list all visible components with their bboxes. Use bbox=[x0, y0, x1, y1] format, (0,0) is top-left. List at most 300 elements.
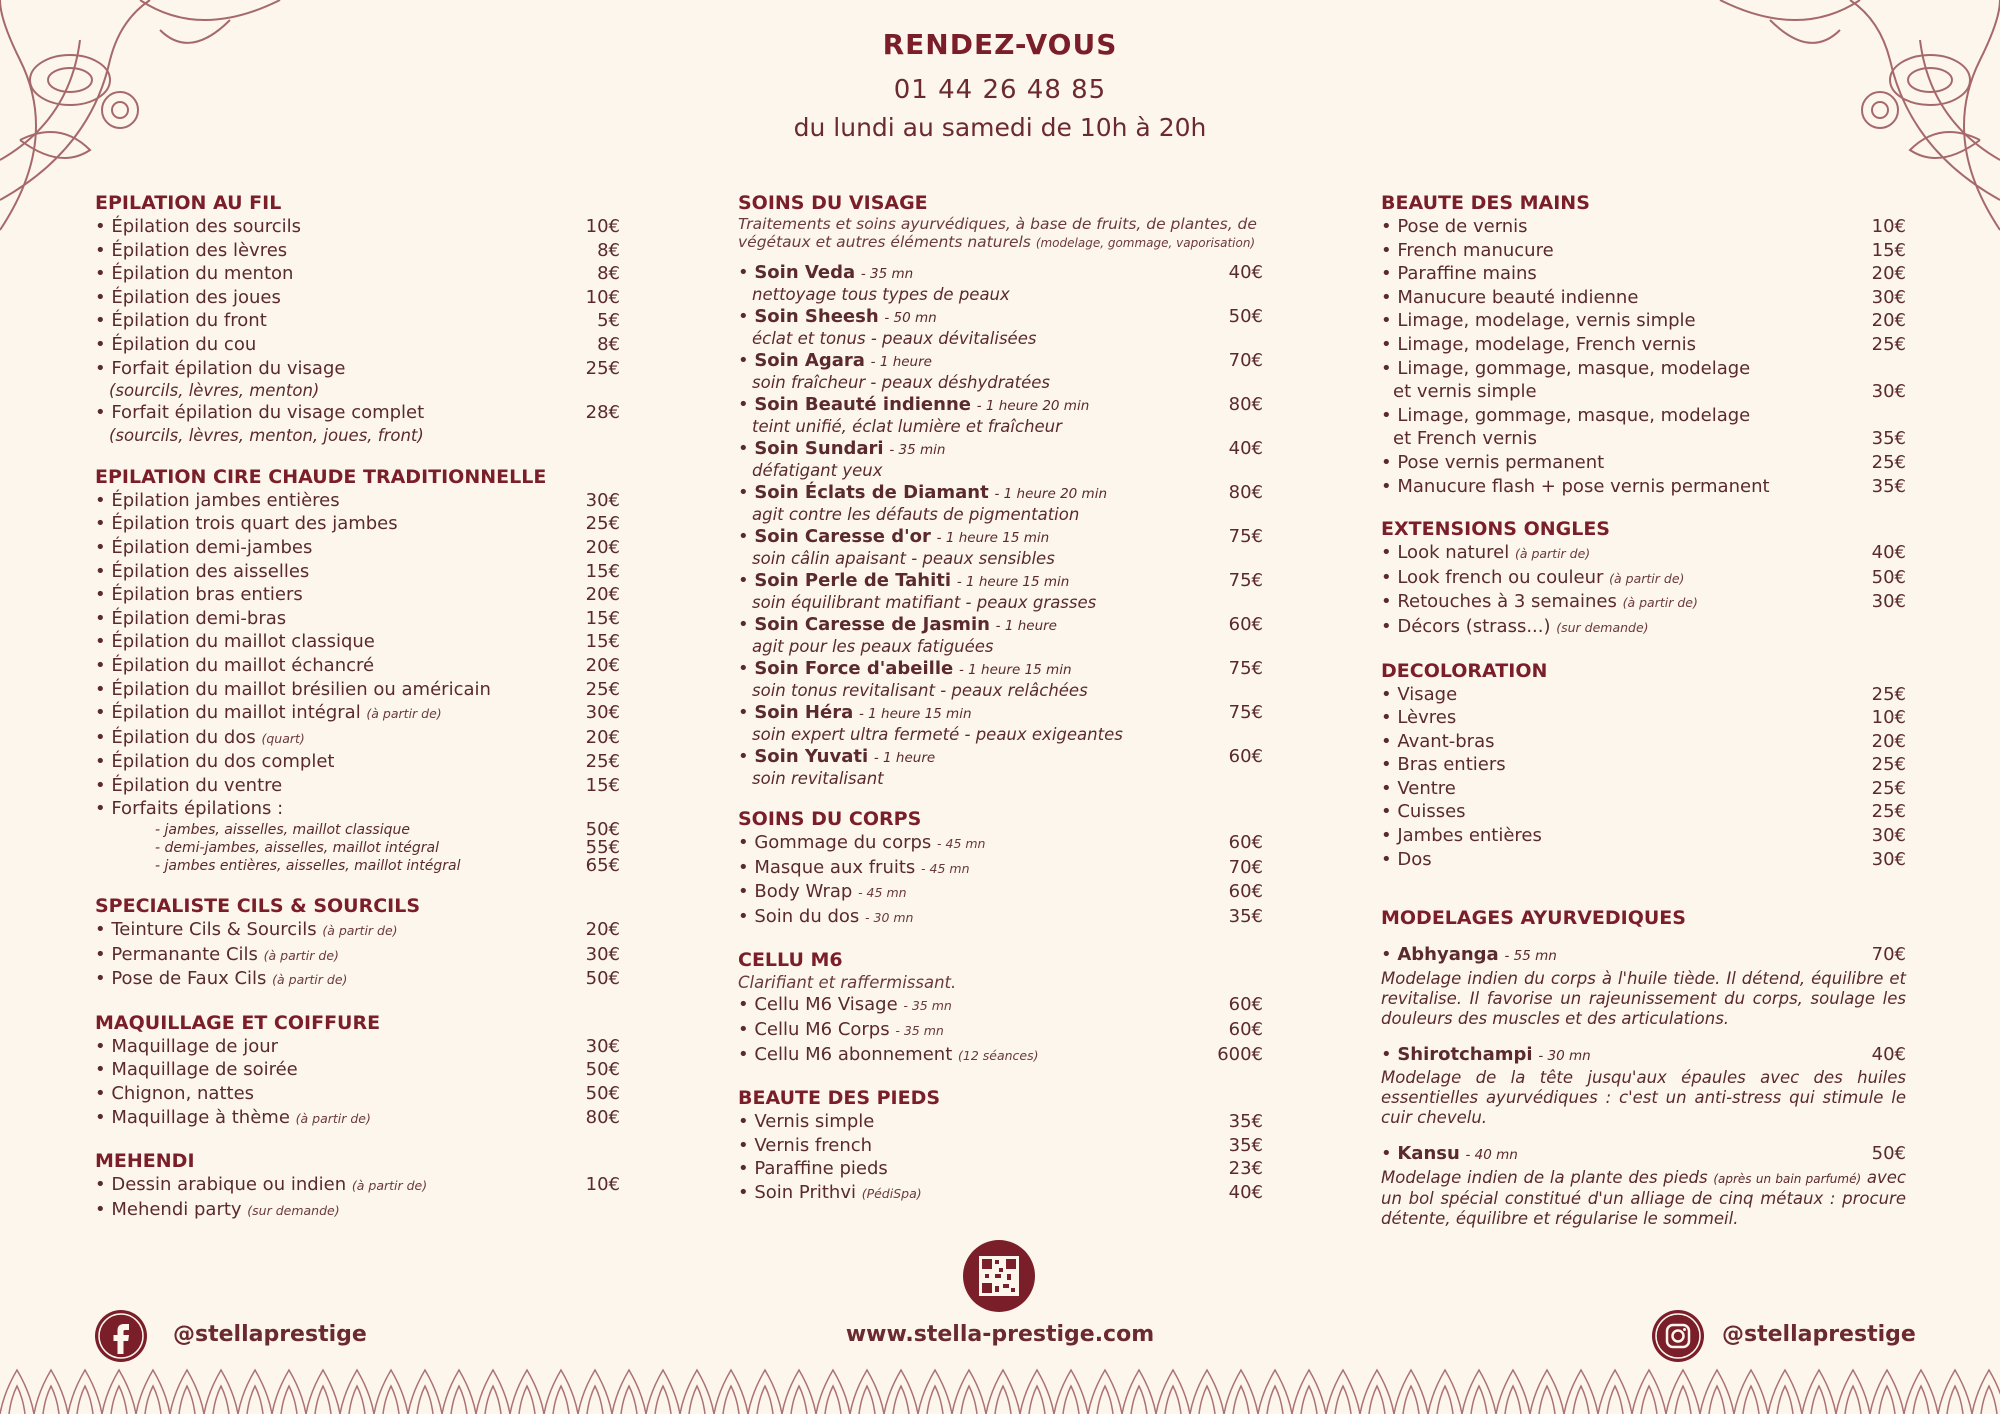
item-label: • Épilation du maillot brésilien ou américain bbox=[95, 678, 491, 702]
border-motif-inner bbox=[1233, 1386, 1249, 1414]
care-label bbox=[738, 526, 1049, 549]
care-name: Soin Éclats de Diamant bbox=[754, 482, 989, 503]
item-price: 10€ bbox=[1871, 216, 1906, 237]
item-label: • Teinture Cils & Sourcils (à partir de) bbox=[95, 918, 398, 943]
border-motif bbox=[306, 1370, 340, 1414]
care-label bbox=[738, 482, 1107, 505]
border-motif bbox=[442, 1370, 476, 1414]
border-motif bbox=[748, 1370, 782, 1414]
price-row bbox=[95, 918, 620, 943]
item-label: • Épilation demi-bras bbox=[95, 607, 286, 631]
border-motif-inner bbox=[43, 1386, 59, 1414]
care-row bbox=[738, 614, 1263, 637]
border-motif-inner bbox=[1641, 1386, 1657, 1414]
border-motif bbox=[1632, 1370, 1666, 1414]
price-row bbox=[95, 750, 620, 774]
care-price: 80€ bbox=[1228, 482, 1263, 503]
border-motif-inner bbox=[1675, 1386, 1691, 1414]
item-label: • Maquillage à thème (à partir de) bbox=[95, 1106, 371, 1131]
border-motif-inner bbox=[1743, 1386, 1759, 1414]
border-motif-inner bbox=[927, 1386, 943, 1414]
item-label: • Cellu M6 Corps - 35 mn bbox=[738, 1018, 944, 1043]
care-label bbox=[738, 746, 935, 769]
care-description: soin équilibrant matifiant - peaux grasses bbox=[752, 593, 1097, 612]
massage-description: Modelage indien de la plante des pieds (après un bain parfumé) avec un bol spécial constitué d'un alliage de cinq métaux : procure détente, équilibre et régularise le sommeil. bbox=[1381, 1168, 1906, 1229]
border-motif bbox=[374, 1370, 408, 1414]
section-epilation-fil bbox=[95, 192, 620, 446]
item-label: • Body Wrap - 45 mn bbox=[738, 880, 907, 905]
section-title: CELLU M6 bbox=[738, 949, 843, 972]
price-row bbox=[95, 967, 620, 992]
price-row bbox=[95, 797, 620, 821]
price-row bbox=[1381, 541, 1906, 566]
item-note: (quart) bbox=[261, 730, 305, 746]
section-cils bbox=[95, 895, 620, 992]
item-price: 15€ bbox=[1871, 239, 1906, 261]
border-motif bbox=[1870, 1370, 1904, 1414]
price-row bbox=[1381, 262, 1906, 286]
item-label: • Jambes entières bbox=[1381, 824, 1542, 848]
item-label: • Limage, modelage, vernis simple bbox=[1381, 309, 1696, 333]
care-price: 40€ bbox=[1228, 262, 1263, 283]
border-motif bbox=[1088, 1370, 1122, 1414]
border-motif-inner bbox=[1403, 1386, 1419, 1414]
item-label-continuation: et French vernis bbox=[1393, 428, 1538, 450]
border-motif-inner bbox=[1879, 1386, 1895, 1414]
item-label: • Épilation du maillot intégral (à partir de) bbox=[95, 701, 442, 726]
item-note: (à partir de) bbox=[351, 1178, 428, 1194]
border-motif-inner bbox=[1029, 1386, 1045, 1414]
item-label: • Limage, modelage, French vernis bbox=[1381, 333, 1696, 357]
price-row bbox=[95, 1198, 620, 1223]
care-description: soin câlin apaisant - peaux sensibles bbox=[752, 549, 1055, 568]
item-label: • Épilation des joues bbox=[95, 286, 281, 310]
item-note: (12 séances) bbox=[957, 1047, 1039, 1063]
price-row bbox=[1381, 404, 1906, 428]
item-label: • Chignon, nattes bbox=[95, 1082, 254, 1106]
price-row bbox=[95, 215, 620, 239]
item-detail: (sourcils, lèvres, menton) bbox=[109, 381, 320, 401]
border-motif-inner bbox=[1539, 1386, 1555, 1414]
border-motif-inner bbox=[723, 1386, 739, 1414]
section-soins-corps bbox=[738, 808, 1263, 929]
section-soins-visage bbox=[738, 192, 1263, 788]
massage-label bbox=[1381, 1142, 1518, 1168]
massage-duration: - 30 mn bbox=[1538, 1047, 1591, 1064]
border-motif-inner bbox=[1335, 1386, 1351, 1414]
item-label: • Mehendi party (sur demande) bbox=[95, 1198, 340, 1223]
border-motif bbox=[612, 1370, 646, 1414]
section-title: EPILATION AU FIL bbox=[95, 192, 282, 214]
border-motif bbox=[884, 1370, 918, 1414]
item-label: • Maquillage de jour bbox=[95, 1035, 278, 1059]
border-motif bbox=[1564, 1370, 1598, 1414]
care-name: Soin Beauté indienne bbox=[754, 394, 971, 415]
price-row bbox=[95, 654, 620, 678]
item-price: 10€ bbox=[585, 216, 620, 237]
massage-row bbox=[1381, 943, 1906, 969]
column-center bbox=[738, 192, 1263, 1226]
border-motif-inner bbox=[519, 1386, 535, 1414]
border-motif bbox=[1836, 1370, 1870, 1414]
border-motif-inner bbox=[1573, 1386, 1589, 1414]
item-price: 50€ bbox=[1871, 566, 1906, 588]
border-motif bbox=[1054, 1370, 1088, 1414]
item-price: 25€ bbox=[1871, 333, 1906, 355]
border-motif-inner bbox=[689, 1386, 705, 1414]
border-motif-inner bbox=[1437, 1386, 1453, 1414]
massage-name: Abhyanga bbox=[1397, 944, 1499, 966]
care-duration: - 35 mn bbox=[860, 266, 914, 282]
price-row bbox=[95, 262, 620, 286]
care-price: 40€ bbox=[1228, 438, 1263, 459]
item-label: • Épilation du ventre bbox=[95, 774, 282, 798]
care-name: Soin Sundari bbox=[754, 438, 884, 459]
item-price: 25€ bbox=[1871, 451, 1906, 473]
border-motif-inner bbox=[1811, 1386, 1827, 1414]
border-motif-inner bbox=[859, 1386, 875, 1414]
section-modelages bbox=[1381, 907, 1906, 1229]
care-description: teint unifié, éclat lumière et fraîcheur bbox=[752, 417, 1062, 436]
massage-list bbox=[1381, 943, 1906, 1229]
price-list bbox=[738, 993, 1263, 1067]
item-price: 600€ bbox=[1217, 1043, 1263, 1065]
section-title: MODELAGES AYURVEDIQUES bbox=[1381, 907, 1686, 930]
item-note: - 35 mn bbox=[895, 1022, 944, 1038]
appointment-title: RENDEZ-VOUS bbox=[882, 28, 1118, 61]
massage-row bbox=[1381, 1142, 1906, 1168]
item-note: (sur demande) bbox=[1556, 619, 1649, 635]
care-row bbox=[738, 438, 1263, 461]
border-motif-inner bbox=[1199, 1386, 1215, 1414]
price-row bbox=[1381, 215, 1906, 239]
price-row bbox=[738, 1157, 1263, 1181]
price-row bbox=[1381, 475, 1906, 499]
border-motif-inner bbox=[213, 1386, 229, 1414]
item-price: 60€ bbox=[1228, 832, 1263, 853]
item-note: (à partir de) bbox=[1609, 570, 1685, 586]
border-motif-inner bbox=[1267, 1386, 1283, 1414]
price-row bbox=[738, 831, 1263, 856]
price-row bbox=[1381, 286, 1906, 310]
care-label bbox=[738, 438, 945, 461]
price-row bbox=[95, 726, 620, 751]
border-motif bbox=[1462, 1370, 1496, 1414]
item-price: 35€ bbox=[1228, 1111, 1263, 1133]
price-row bbox=[95, 309, 620, 333]
item-price: 10€ bbox=[585, 1174, 620, 1196]
massage-note: (après un bain parfumé) bbox=[1713, 1172, 1862, 1187]
border-motif-inner bbox=[383, 1386, 399, 1414]
price-row bbox=[738, 1110, 1263, 1134]
section-title: SPECIALISTE CILS & SOURCILS bbox=[95, 895, 421, 918]
item-label: • Soin du dos - 30 mn bbox=[738, 905, 913, 930]
item-note: (à partir de) bbox=[295, 1110, 371, 1126]
item-label: • Épilation demi-jambes bbox=[95, 536, 312, 560]
price-row bbox=[738, 880, 1263, 905]
price-row bbox=[95, 943, 620, 968]
item-label: • Look french ou couleur (à partir de) bbox=[1381, 566, 1684, 591]
package-list bbox=[95, 821, 620, 875]
section-title: MEHENDI bbox=[95, 1150, 195, 1173]
price-row bbox=[1381, 683, 1906, 707]
item-price: 25€ bbox=[1871, 801, 1906, 823]
item-label: • Épilation des aisselles bbox=[95, 560, 309, 584]
price-list bbox=[95, 918, 620, 992]
massage-description: Modelage de la tête jusqu'aux épaules avec des huiles essentielles ayurvédiques : c'est un anti-stress qui stimule le cuir chevelu. bbox=[1381, 1068, 1906, 1128]
price-row bbox=[95, 1173, 620, 1198]
item-price: 35€ bbox=[1871, 475, 1906, 497]
item-label: • Manucure beauté indienne bbox=[1381, 286, 1638, 310]
package-price: 55€ bbox=[585, 837, 620, 859]
item-label: • Dos bbox=[1381, 848, 1432, 872]
item-price: 30€ bbox=[1871, 381, 1906, 403]
item-price: 20€ bbox=[585, 919, 620, 941]
facebook-handle[interactable]: @stellaprestige bbox=[173, 1322, 367, 1347]
price-row bbox=[1381, 848, 1906, 872]
price-row bbox=[95, 401, 620, 425]
border-motif bbox=[1768, 1370, 1802, 1414]
item-price: 20€ bbox=[1871, 263, 1906, 285]
care-name: Soin Yuvati bbox=[754, 746, 869, 767]
border-motif bbox=[408, 1370, 442, 1414]
package-label: - jambes entières, aisselles, maillot intégral bbox=[155, 858, 461, 875]
care-label bbox=[738, 614, 1057, 637]
care-description: nettoyage tous types de peaux bbox=[752, 285, 1010, 304]
border-motif-inner bbox=[485, 1386, 501, 1414]
item-label: • Pose de Faux Cils (à partir de) bbox=[95, 967, 347, 992]
section-title: SOINS DU VISAGE bbox=[738, 192, 928, 214]
price-row bbox=[1381, 615, 1906, 640]
care-price: 75€ bbox=[1228, 702, 1263, 723]
item-price: 5€ bbox=[597, 310, 620, 332]
item-label: • Cellu M6 Visage - 35 mn bbox=[738, 993, 952, 1018]
border-motif bbox=[578, 1370, 612, 1414]
phone-number[interactable]: 01 44 26 48 85 bbox=[893, 75, 1107, 105]
border-motif bbox=[1394, 1370, 1428, 1414]
care-row bbox=[738, 746, 1263, 769]
care-list bbox=[738, 262, 1263, 788]
section-beaute-pieds bbox=[738, 1087, 1263, 1205]
item-price: 25€ bbox=[585, 357, 620, 379]
care-price: 75€ bbox=[1228, 658, 1263, 679]
care-description: soin revitalisant bbox=[752, 769, 884, 788]
item-price: 35€ bbox=[1228, 1134, 1263, 1156]
item-label: • Épilation des lèvres bbox=[95, 239, 287, 263]
item-label: • Cuisses bbox=[1381, 800, 1466, 824]
care-row bbox=[738, 526, 1263, 549]
item-price: 20€ bbox=[585, 726, 620, 748]
price-row bbox=[1381, 800, 1906, 824]
border-motif bbox=[1734, 1370, 1768, 1414]
item-price: 10€ bbox=[585, 286, 620, 308]
item-note: (à partir de) bbox=[366, 706, 442, 722]
item-price: 80€ bbox=[585, 1106, 620, 1128]
item-label: • Décors (strass...) (sur demande) bbox=[1381, 615, 1649, 640]
item-label: • Dessin arabique ou indien (à partir de) bbox=[95, 1173, 427, 1198]
border-motif bbox=[238, 1370, 272, 1414]
item-note: - 45 mn bbox=[937, 836, 986, 851]
price-list bbox=[1381, 541, 1906, 639]
package-price: 65€ bbox=[585, 855, 620, 877]
border-motif-inner bbox=[1369, 1386, 1385, 1414]
care-row bbox=[738, 702, 1263, 725]
massage-label bbox=[1381, 943, 1557, 969]
massage-duration: - 55 mn bbox=[1504, 948, 1557, 965]
care-name: Soin Veda bbox=[754, 262, 856, 283]
care-duration: - 35 min bbox=[889, 442, 946, 458]
column-left bbox=[95, 192, 620, 1242]
instagram-icon[interactable] bbox=[1652, 1310, 1704, 1362]
care-row bbox=[738, 658, 1263, 681]
border-motif bbox=[1666, 1370, 1700, 1414]
item-label: • Visage bbox=[1381, 683, 1457, 707]
care-label bbox=[738, 702, 972, 725]
price-row bbox=[95, 701, 620, 726]
care-row bbox=[738, 482, 1263, 505]
item-price: 25€ bbox=[585, 678, 620, 700]
border-motif bbox=[680, 1370, 714, 1414]
massage-duration: - 40 mn bbox=[1465, 1147, 1518, 1164]
border-motif-inner bbox=[1981, 1386, 1997, 1414]
border-motif-inner bbox=[655, 1386, 671, 1414]
border-motif-inner bbox=[1505, 1386, 1521, 1414]
website-link[interactable]: www.stella-prestige.com bbox=[845, 1322, 1155, 1347]
border-motif bbox=[476, 1370, 510, 1414]
care-description: éclat et tonus - peaux dévitalisées bbox=[752, 329, 1037, 348]
item-label: • Paraffine pieds bbox=[738, 1157, 888, 1181]
care-duration: - 1 heure bbox=[870, 354, 932, 370]
price-row bbox=[95, 489, 620, 513]
item-label: • Cellu M6 abonnement (12 séances) bbox=[738, 1043, 1038, 1068]
price-row bbox=[1381, 730, 1906, 754]
care-price: 60€ bbox=[1228, 746, 1263, 767]
item-note: (à partir de) bbox=[1514, 546, 1591, 562]
border-motif-inner bbox=[417, 1386, 433, 1414]
care-name: Soin Sheesh bbox=[754, 306, 879, 327]
price-row bbox=[95, 1035, 620, 1059]
item-price: 60€ bbox=[1228, 1018, 1263, 1040]
item-price: 25€ bbox=[1871, 683, 1906, 705]
border-motif-inner bbox=[1131, 1386, 1147, 1414]
border-motif bbox=[272, 1370, 306, 1414]
item-price: 60€ bbox=[1228, 881, 1263, 903]
section-title: SOINS DU CORPS bbox=[738, 808, 922, 830]
border-motif-inner bbox=[247, 1386, 263, 1414]
border-motif bbox=[544, 1370, 578, 1414]
package-label: - demi-jambes, aisselles, maillot intégral bbox=[155, 840, 440, 857]
border-motif bbox=[1156, 1370, 1190, 1414]
section-maquillage bbox=[95, 1012, 620, 1130]
qr-code-icon[interactable] bbox=[963, 1240, 1035, 1312]
border-motif-inner bbox=[553, 1386, 569, 1414]
border-motif bbox=[714, 1370, 748, 1414]
price-row bbox=[1381, 706, 1906, 730]
instagram-handle[interactable]: @stellaprestige bbox=[1722, 1322, 1916, 1347]
care-description: soin tonus revitalisant - peaux relâchées bbox=[752, 681, 1088, 700]
care-row bbox=[738, 262, 1263, 285]
item-price: 20€ bbox=[1871, 310, 1906, 332]
border-motif bbox=[1904, 1370, 1938, 1414]
price-row bbox=[95, 1082, 620, 1106]
item-price: 40€ bbox=[1228, 1181, 1263, 1203]
item-label: • Épilation du dos complet bbox=[95, 750, 334, 774]
price-row bbox=[95, 583, 620, 607]
decorative-border bbox=[0, 1362, 2000, 1414]
price-row bbox=[738, 905, 1263, 930]
section-intro: Clarifiant et raffermissant. bbox=[738, 973, 957, 993]
care-row bbox=[738, 350, 1263, 373]
border-motif-inner bbox=[1947, 1386, 1963, 1414]
price-row bbox=[1381, 333, 1906, 357]
border-motif bbox=[816, 1370, 850, 1414]
price-row bbox=[95, 1058, 620, 1082]
item-label: • Épilation trois quart des jambes bbox=[95, 512, 398, 536]
item-price: 15€ bbox=[585, 560, 620, 582]
item-price: 20€ bbox=[585, 654, 620, 676]
care-description: soin fraîcheur - peaux déshydratées bbox=[752, 373, 1051, 392]
section-mehendi bbox=[95, 1150, 620, 1222]
price-row bbox=[1381, 777, 1906, 801]
item-label: • Épilation du maillot classique bbox=[95, 630, 375, 654]
border-motif bbox=[340, 1370, 374, 1414]
item-price: 15€ bbox=[585, 607, 620, 629]
price-row bbox=[738, 1043, 1263, 1068]
price-row bbox=[1381, 590, 1906, 615]
border-motif bbox=[1700, 1370, 1734, 1414]
item-price: 28€ bbox=[585, 402, 620, 424]
section-beaute-mains bbox=[1381, 192, 1906, 498]
border-motif bbox=[918, 1370, 952, 1414]
price-list bbox=[1381, 215, 1906, 498]
massage-price: 70€ bbox=[1871, 944, 1906, 966]
care-price: 70€ bbox=[1228, 350, 1263, 371]
item-price: 60€ bbox=[1228, 994, 1263, 1016]
border-motif-inner bbox=[179, 1386, 195, 1414]
item-label: • Avant-bras bbox=[1381, 730, 1494, 754]
item-price: 30€ bbox=[585, 1035, 620, 1057]
item-label: • Épilation du menton bbox=[95, 262, 293, 286]
care-price: 80€ bbox=[1228, 394, 1263, 415]
border-motif bbox=[68, 1370, 102, 1414]
price-row bbox=[1381, 309, 1906, 333]
intro-text: Traitements et soins ayurvédiques, à base de fruits, de plantes, de végétaux et autres éléments naturels bbox=[738, 215, 1257, 251]
package-row bbox=[95, 857, 620, 875]
item-detail: (sourcils, lèvres, menton, joues, front) bbox=[109, 425, 424, 445]
border-motif-inner bbox=[111, 1386, 127, 1414]
item-price: 10€ bbox=[1871, 707, 1906, 729]
section-title: BEAUTE DES MAINS bbox=[1381, 192, 1590, 214]
massage-price: 50€ bbox=[1871, 1143, 1906, 1165]
price-list bbox=[1381, 683, 1906, 872]
item-label: • Forfaits épilations : bbox=[95, 797, 283, 821]
price-row bbox=[95, 357, 620, 381]
item-note: (à partir de) bbox=[1622, 595, 1698, 611]
item-price: 25€ bbox=[585, 751, 620, 773]
package-label: - jambes, aisselles, maillot classique bbox=[155, 822, 410, 839]
price-row bbox=[738, 1134, 1263, 1158]
section-extensions-ongles bbox=[1381, 518, 1906, 639]
border-motif-inner bbox=[1913, 1386, 1929, 1414]
care-description: soin expert ultra fermeté - peaux exigeantes bbox=[752, 725, 1123, 744]
item-note: (PédiSpa) bbox=[861, 1185, 922, 1201]
item-note: (à partir de) bbox=[322, 923, 398, 939]
care-duration: - 1 heure bbox=[873, 750, 936, 766]
care-duration: - 50 mn bbox=[884, 310, 937, 326]
item-price: 35€ bbox=[1228, 905, 1263, 927]
care-price: 60€ bbox=[1228, 614, 1263, 635]
item-label: • Limage, gommage, masque, modelage bbox=[1381, 404, 1750, 428]
